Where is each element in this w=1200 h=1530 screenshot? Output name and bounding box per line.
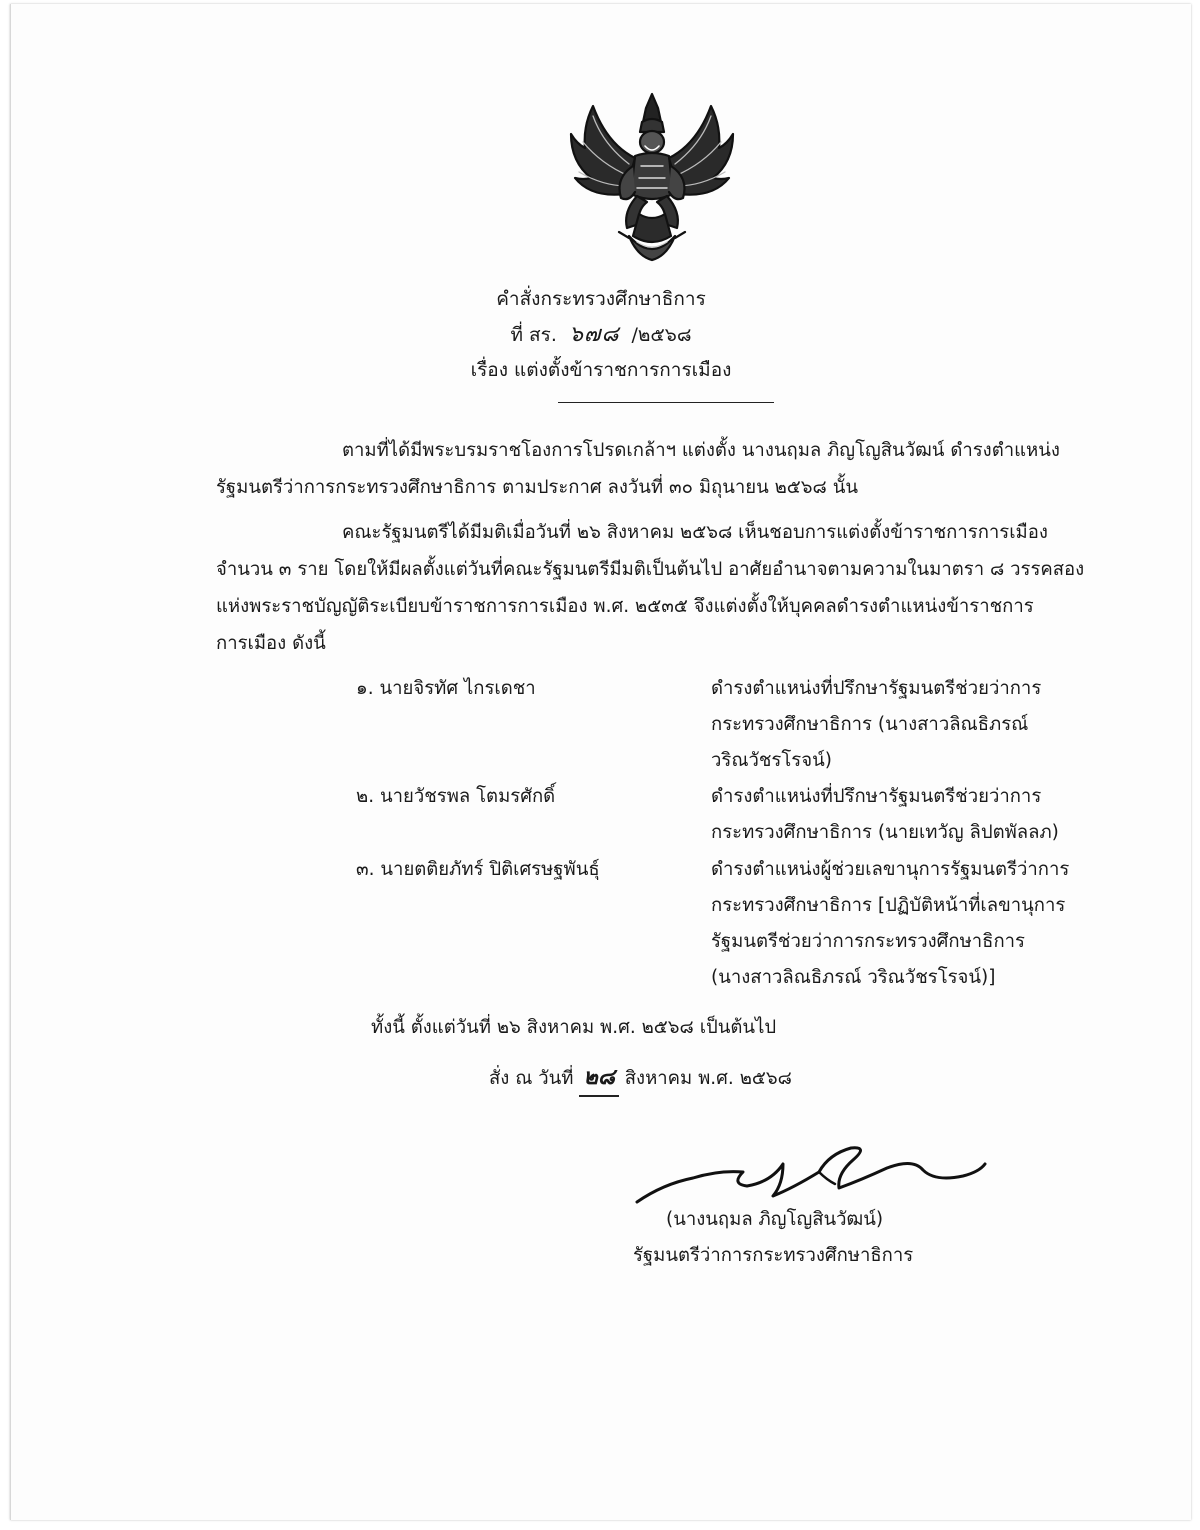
- effective-date: ทั้งนี้ ตั้งแต่วันที่ ๒๖ สิงหาคม พ.ศ. ๒๕๖๘ เป็นต้นไป: [371, 1017, 777, 1038]
- document-number-year: /๒๕๖๘: [631, 324, 692, 346]
- paragraph-2-line: การเมือง ดังนี้: [216, 633, 326, 654]
- given-suffix: สิงหาคม พ.ศ. ๒๕๖๘: [624, 1068, 792, 1089]
- given-day-handwritten: ๒๘: [579, 1059, 618, 1097]
- appointee-1-position: [711, 671, 1121, 779]
- document-header: [11, 282, 1191, 388]
- document-number-handwritten: ๖๗๘: [568, 322, 620, 347]
- document-page: [10, 4, 1191, 1520]
- position-line: กระทรวงศึกษาธิการ (นายเทวัญ ลิปตพัลลภ): [711, 822, 1059, 843]
- signer-name: (นางนฤมล ภิญโญสินวัฒน์): [666, 1209, 884, 1230]
- appointee-3-name: ๓. นายตติยภัทร์ ปิติเศรษฐพันธุ์: [356, 859, 600, 880]
- appointee-2-position: [711, 779, 1121, 851]
- signer-title: รัฐมนตรีว่าการกระทรวงศึกษาธิการ: [633, 1245, 914, 1266]
- paragraph-2-line: คณะรัฐมนตรีได้มีมติเมื่อวันที่ ๒๖ สิงหาคม ๒๕๖๘ เห็นชอบการแต่งตั้งข้าราชการการเมือง: [342, 522, 1048, 543]
- position-line: กระทรวงศึกษาธิการ [ปฏิบัติหน้าที่เลขานุการ: [711, 895, 1066, 916]
- appointee-1-name: ๑. นายจิรทัศ ไกรเดชา: [356, 678, 536, 699]
- document-title: คำสั่งกระทรวงศึกษาธิการ: [496, 288, 706, 310]
- garuda-emblem-icon: [563, 86, 741, 266]
- document-number-prefix: ที่ สร.: [510, 324, 557, 346]
- document-number: [11, 317, 1191, 353]
- position-line: วริณวัชรโรจน์): [711, 750, 832, 771]
- appointee-2-name: ๒. นายวัชรพล โตมรศักดิ์: [356, 786, 556, 807]
- position-line: ดำรงตำแหน่งที่ปรึกษารัฐมนตรีช่วยว่าการ: [711, 678, 1042, 699]
- paragraph-2-line: แห่งพระราชบัญญัติระเบียบข้าราชการการเมือง พ.ศ. ๒๕๓๕ จึงแต่งตั้งให้บุคคลดำรงตำแหน่งข้าราชการ: [216, 596, 1034, 617]
- position-line: ดำรงตำแหน่งผู้ช่วยเลขานุการรัฐมนตรีว่าการ: [711, 859, 1070, 880]
- position-line: รัฐมนตรีช่วยว่าการกระทรวงศึกษาธิการ: [711, 931, 1025, 952]
- appointee-3-position: [711, 852, 1121, 996]
- paragraph-2-line: จำนวน ๓ ราย โดยให้มีผลตั้งแต่วันที่คณะรัฐมนตรีมีมติเป็นต้นไป อาศัยอำนาจตามความในมาตรา ๘ วรรคสอง: [216, 559, 1085, 580]
- paragraph-1-line: ตามที่ได้มีพระบรมราชโองการโปรดเกล้าฯ แต่งตั้ง นางนฤมล ภิญโญสินวัฒน์ ดำรงตำแหน่ง: [342, 440, 1060, 461]
- header-divider: [558, 402, 774, 403]
- given-prefix: สั่ง ณ วันที่: [489, 1068, 574, 1089]
- position-line: ดำรงตำแหน่งที่ปรึกษารัฐมนตรีช่วยว่าการ: [711, 786, 1042, 807]
- position-line: กระทรวงศึกษาธิการ (นางสาวลิณธิภรณ์: [711, 714, 1029, 735]
- position-line: (นางสาวลิณธิภรณ์ วริณวัชรโรจน์)]: [711, 967, 996, 988]
- paragraph-1-line: รัฐมนตรีว่าการกระทรวงศึกษาธิการ ตามประกาศ ลงวันที่ ๓๐ มิถุนายน ๒๕๖๘ นั้น: [216, 477, 858, 498]
- paragraph-1: [216, 432, 1111, 506]
- order-given-date: [489, 1059, 792, 1097]
- document-subject: เรื่อง แต่งตั้งข้าราชการการเมือง: [470, 359, 732, 381]
- paragraph-2: [216, 514, 1111, 662]
